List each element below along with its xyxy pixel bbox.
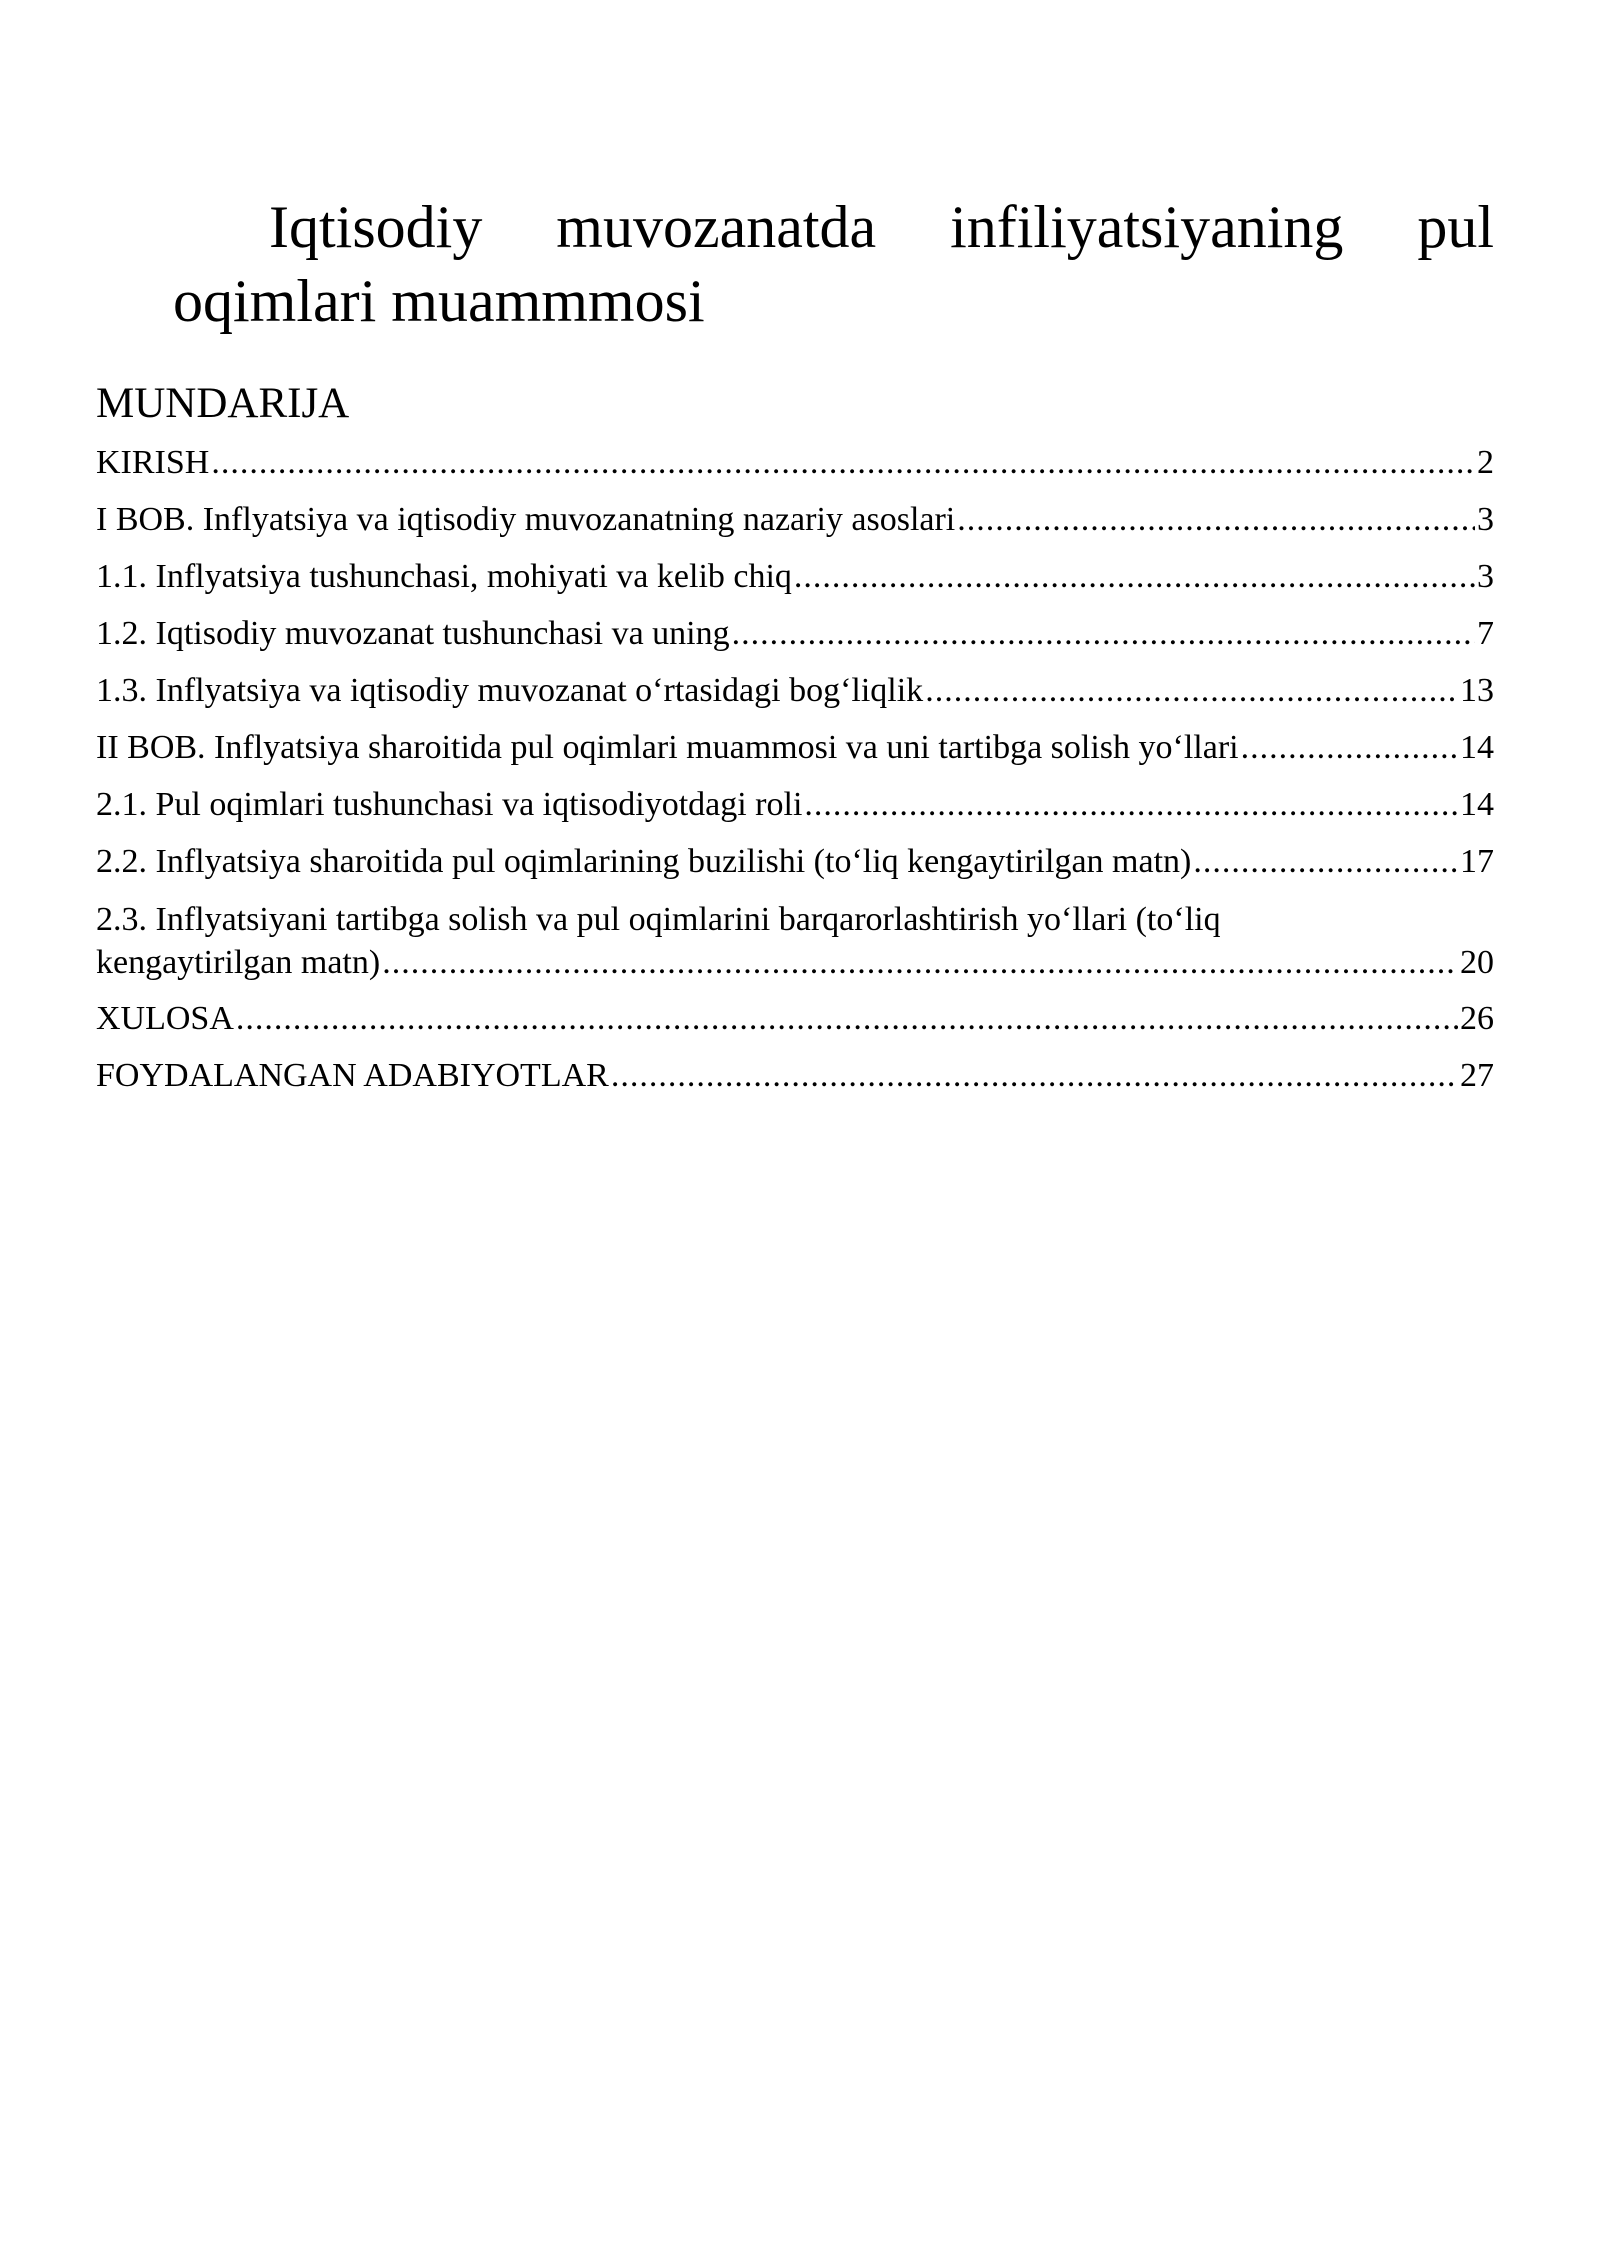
toc-entry-title: 1.3. Inflyatsiya va iqtisodiy muvozanat o‘rtasidagi bog‘liqlik [96,672,924,709]
toc-page-number: 7 [1477,615,1494,652]
title-line-1 [173,190,1494,264]
toc-page-number: 3 [1477,501,1494,538]
toc-leader-dots [1241,719,1458,776]
toc-entry[interactable] [96,605,1494,662]
toc-entry-wrap [96,898,1494,984]
toc-entry[interactable] [96,434,1494,491]
toc-page-number: 2 [1477,444,1494,481]
title-line-2: oqimlari muammmosi [173,268,705,334]
toc-entry-title: KIRISH [96,444,210,481]
toc-leader-dots [794,548,1475,605]
toc-leader-dots [925,662,1458,719]
document-title [173,190,1494,338]
toc-page-number: 13 [1460,672,1494,709]
toc-leader-dots [236,990,1458,1047]
toc-entry[interactable] [96,719,1494,776]
toc-entry-title-line-2: kengaytirilgan matn) [96,944,381,981]
table-of-contents [96,434,1494,1104]
toc-page-number: 3 [1477,558,1494,595]
toc-entry[interactable] [96,990,1494,1047]
toc-leader-dots [804,776,1458,833]
toc-entry-title: 1.1. Inflyatsiya tushunchasi, mohiyati va kelib chiq [96,558,792,595]
toc-heading: MUNDARIJA [96,380,350,427]
toc-entry-title: 2.1. Pul oqimlari tushunchasi va iqtisodiyotdagi roli [96,786,803,823]
toc-entry[interactable] [96,662,1494,719]
toc-page-number: 20 [1460,944,1494,981]
title-word: infiliyatsiyaning [950,194,1344,260]
toc-entry-title: 1.2. Iqtisodiy muvozanat tushunchasi va uning [96,615,730,652]
toc-entry-title: 2.2. Inflyatsiya sharoitida pul oqimlarining buzilishi (to‘liq kengaytirilgan matn) [96,843,1192,880]
toc-page-number: 14 [1460,729,1494,766]
title-word: pul [1417,194,1494,260]
toc-page-number: 14 [1460,786,1494,823]
toc-entry-second-line [96,941,1494,984]
toc-entry[interactable] [96,1047,1494,1104]
toc-leader-dots [732,605,1475,662]
toc-leader-dots [382,941,1458,984]
toc-entry-title: FOYDALANGAN ADABIYOTLAR [96,1057,609,1094]
toc-entry-title: XULOSA [96,1000,234,1037]
title-word: Iqtisodiy [269,194,483,260]
toc-entry[interactable] [96,833,1494,890]
toc-entry-title: II BOB. Inflyatsiya sharoitida pul oqimlari muammosi va uni tartibga solish yo‘llari [96,729,1239,766]
toc-entry[interactable] [96,776,1494,833]
toc-leader-dots [211,434,1475,491]
toc-page-number: 27 [1460,1057,1494,1094]
toc-entry[interactable] [96,890,1494,990]
toc-entry-title-line-1: 2.3. Inflyatsiyani tartibga solish va pul oqimlarini barqarorlashtirish yo‘llari (to‘liq [96,901,1221,938]
toc-entry[interactable] [96,548,1494,605]
toc-leader-dots [611,1047,1458,1104]
toc-entry[interactable] [96,491,1494,548]
document-page [96,0,1496,2262]
toc-leader-dots [957,491,1475,548]
title-word: muvozanatda [556,194,877,260]
toc-leader-dots [1193,833,1458,890]
toc-page-number: 26 [1460,1000,1494,1037]
toc-page-number: 17 [1460,843,1494,880]
toc-entry-title: I BOB. Inflyatsiya va iqtisodiy muvozanatning nazariy asoslari [96,501,956,538]
